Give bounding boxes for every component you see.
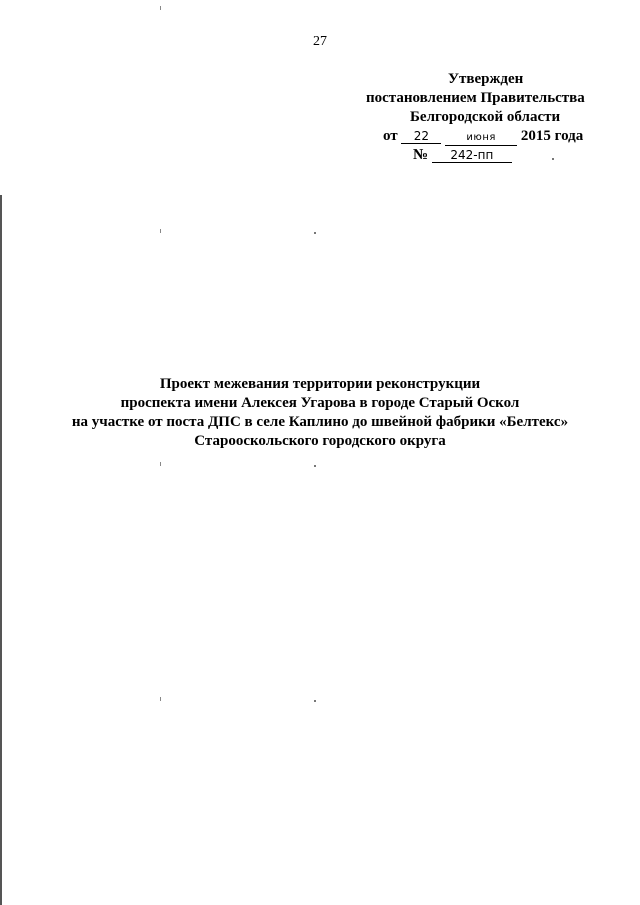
document-title <box>0 375 640 451</box>
scan-speck <box>160 229 161 233</box>
date-day: 22 <box>401 129 441 144</box>
scan-speck <box>314 700 316 702</box>
approval-heading: Утвержден <box>448 71 524 87</box>
scan-speck <box>160 462 161 466</box>
approval-decree: постановлением Правительства <box>366 90 585 106</box>
number-prefix: № <box>413 147 429 163</box>
scan-speck <box>160 697 161 701</box>
scan-speck <box>552 158 554 160</box>
date-prefix: от <box>383 128 398 144</box>
page-number: 27 <box>313 34 327 49</box>
title-line-1: Проект межевания территории реконструкции <box>159 376 481 392</box>
title-line-2: проспекта имени Алексея Угарова в городе Старый Оскол <box>120 395 520 411</box>
date-month: июня <box>445 131 517 146</box>
date-year: 2015 года <box>520 128 584 144</box>
title-line-4: Старооскольского городского округа <box>194 433 446 449</box>
approval-date <box>350 127 610 146</box>
approval-number <box>350 146 610 165</box>
approval-region: Белгородской области <box>410 109 561 125</box>
approval-stamp <box>350 70 610 165</box>
title-line-3: на участке от поста ДПС в селе Каплино до швейной фабрики «Белтекс» <box>71 414 569 430</box>
scan-edge <box>0 195 2 905</box>
scan-speck <box>314 232 316 234</box>
number-value: 242-пп <box>432 148 512 163</box>
scan-speck <box>160 6 161 10</box>
scan-speck <box>314 465 316 467</box>
